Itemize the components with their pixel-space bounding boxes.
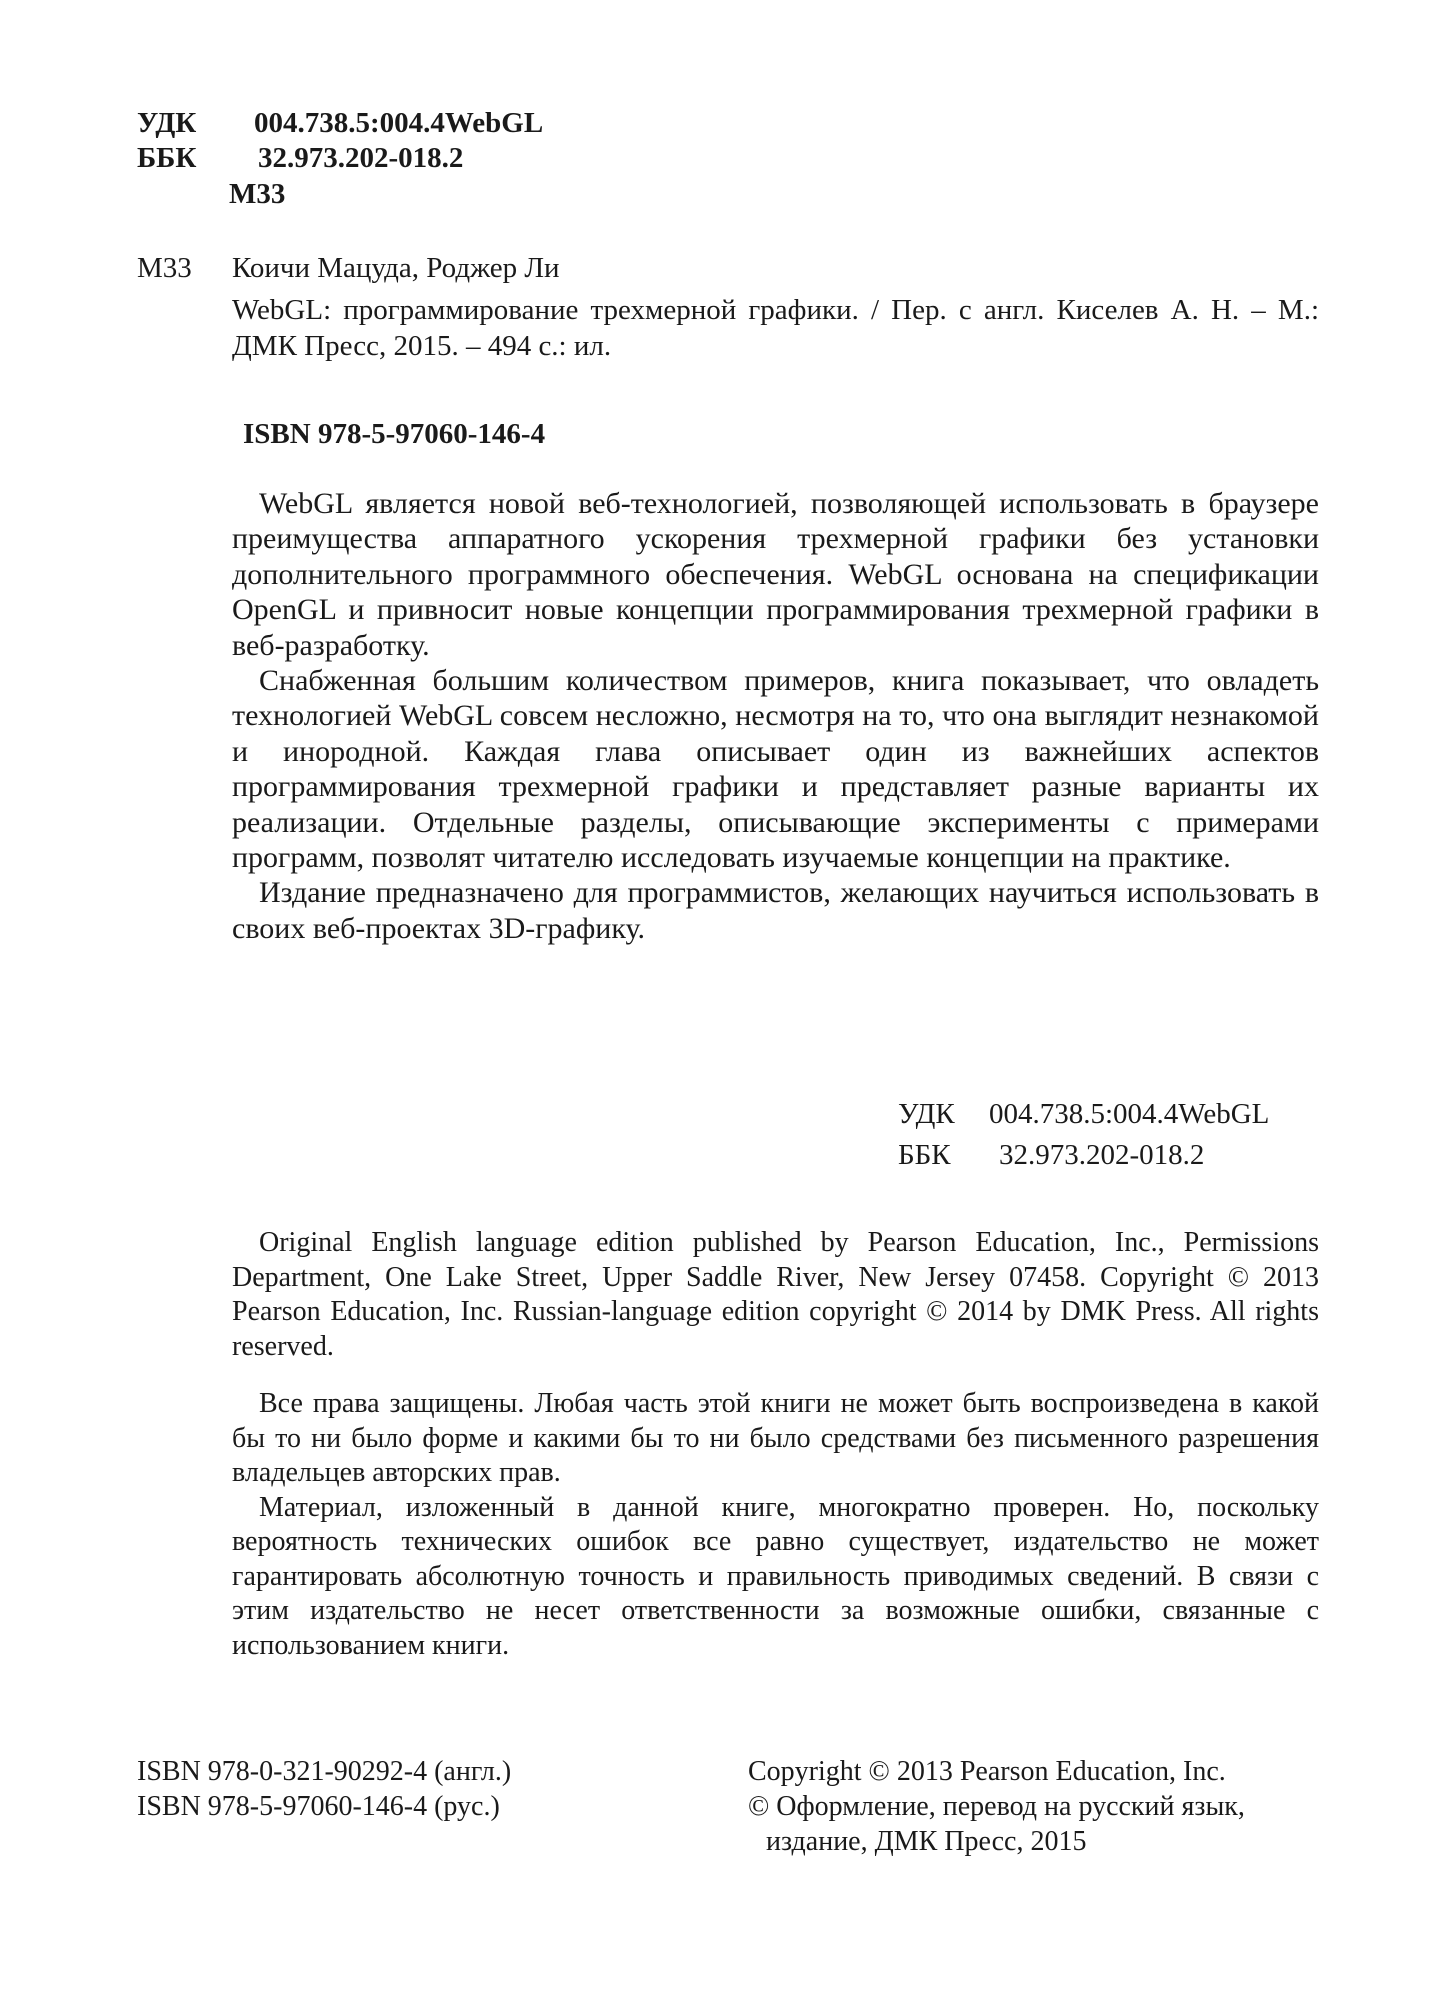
rights-paragraph: Материал, изложенный в данной книге, многократно проверен. Но, поскольку вероятность технических ошибок все равно существует, издательство не может гарантировать абсолютную точность и правильность приводимых сведений. В связи с этим издательство не несет ответственности за возможные ошибки, связанные с использованием книги. xyxy=(232,1491,1319,1661)
bibliographic-mark: М33 xyxy=(137,252,192,284)
bibliographic-description xyxy=(232,293,1319,364)
isbn-bold: ISBN 978-5-97060-146-4 xyxy=(243,418,546,450)
authors: Коичи Мацуда, Роджер Ли xyxy=(232,252,560,284)
footer-udk-code: 004.738.5:004.4WebGL xyxy=(989,1098,1270,1130)
description-text: WebGL: программирование трехмерной графики. / Пер. с англ. Киселев А. Н. – М.: ДМК Пресс, 2015. – 494 с.: ил. xyxy=(232,294,1319,362)
copyright-line: издание, ДМК Пресс, 2015 xyxy=(766,1826,1087,1857)
annotation-paragraph: Снабженная большим количеством примеров, книга показывает, что овладеть технологией WebGL совсем несложно, несмотря на то, что она выглядит незнакомой и инородной. Каждая глава описывает один из важнейших аспектов программирования трехмерной графики и представляет разные варианты их реализации. Отдельные разделы, описывающие эксперименты с примерами программ, позволят читателю исследовать изучаемые концепции на практике. xyxy=(232,664,1319,875)
english-notice xyxy=(232,1226,1319,1364)
annotation xyxy=(232,486,1319,946)
udk-code: 004.738.5:004.4WebGL xyxy=(254,107,544,139)
copyright-line: © Оформление, перевод на русский язык, xyxy=(748,1791,1245,1822)
annotation-paragraph: WebGL является новой веб-технологией, позволяющей использовать в браузере преимущества аппаратного ускорения трехмерной графики без установки дополнительного программного обеспечения. WebGL основана на спецификации OpenGL и привносит новые концепции программирования трехмерной графики в веб-разработку. xyxy=(232,487,1319,662)
bbk-label: ББК xyxy=(137,142,197,174)
author-mark: М33 xyxy=(229,178,286,210)
udk-label: УДК xyxy=(137,107,197,139)
isbn-russian: ISBN 978-5-97060-146-4 (рус.) xyxy=(137,1791,500,1822)
annotation-paragraph: Издание предназначено для программистов, желающих научиться использовать в своих веб-проектах 3D-графику. xyxy=(232,876,1319,945)
copyright-line: Copyright © 2013 Pearson Education, Inc. xyxy=(748,1756,1226,1787)
isbn-english: ISBN 978-0-321-90292-4 (англ.) xyxy=(137,1756,512,1787)
rights-paragraph: Все права защищены. Любая часть этой книги не может быть воспроизведена в какой бы то ни было форме и какими бы то ни было средствами без письменного разрешения владельцев авторских прав. xyxy=(232,1388,1319,1488)
footer-bbk-label: ББК xyxy=(898,1139,951,1171)
footer-bbk-code: 32.973.202-018.2 xyxy=(999,1139,1205,1171)
bbk-code: 32.973.202-018.2 xyxy=(258,142,464,174)
english-notice-text: Original English language edition published by Pearson Education, Inc., Permissions Department, One Lake Street, Upper Saddle River, New Jersey 07458. Copyright © 2013 Pearson Education, Inc. Russian-language edition copyright © 2014 by DMK Press. All rights reserved. xyxy=(232,1227,1319,1362)
rights-notice xyxy=(232,1387,1319,1663)
footer-udk-label: УДК xyxy=(898,1098,955,1130)
